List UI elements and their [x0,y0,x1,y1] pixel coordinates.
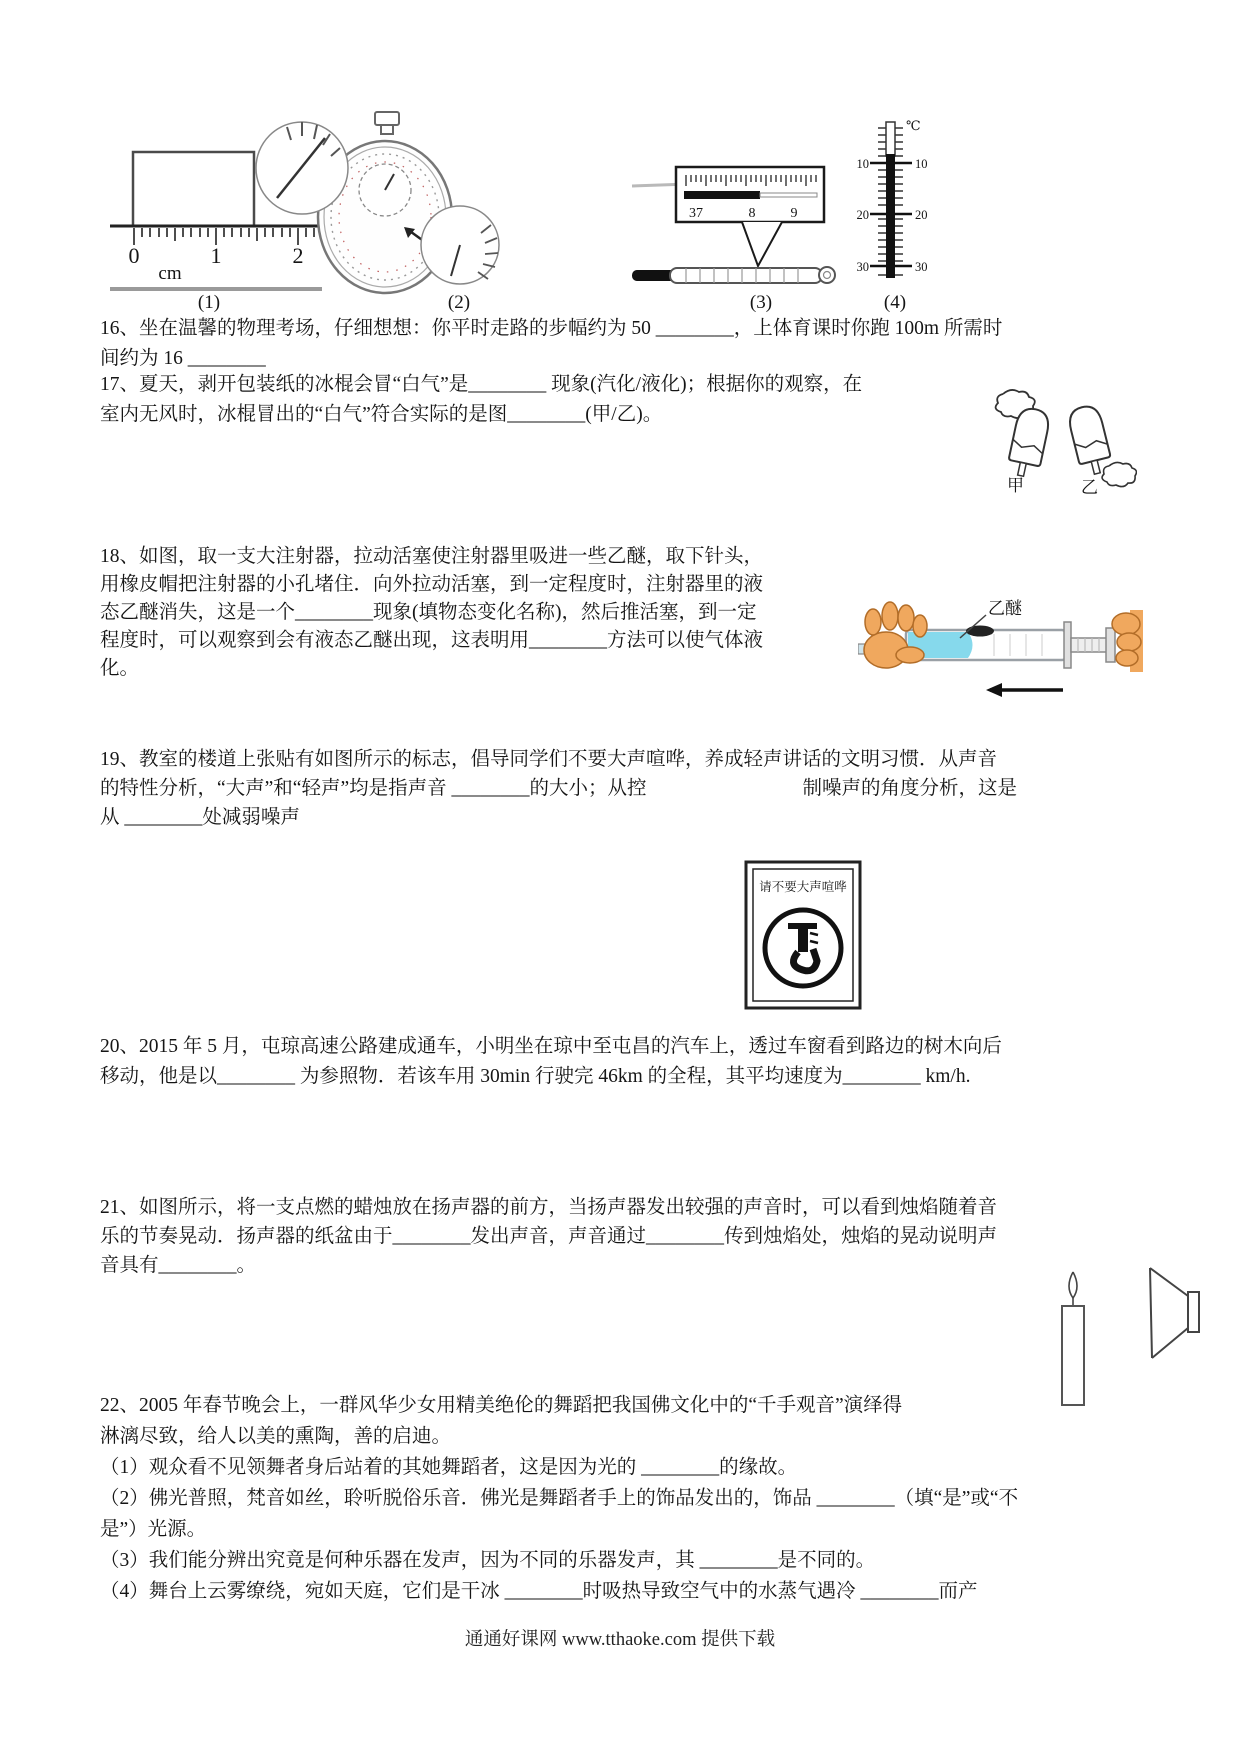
plunger-rod [1071,638,1107,652]
question-line: 22、2005 年春节晚会上，一群风华少女用精美绝伦的舞蹈把我国佛文化中的“千手观音”演绎得 [100,1395,903,1416]
question-16 [100,314,1002,374]
mist-cloud-down-icon [1102,462,1136,486]
celsius-unit-label: ℃ [906,118,921,133]
question-line: （2）佛光普照，梵音如丝，聆听脱俗乐音．佛光是舞蹈者手上的饰品发出的，饰品 ________（填“是”或“不 [100,1488,1019,1509]
question-line: 程度时，可以观察到会有液态乙醚出现，这表明用________方法可以使气体液 [100,630,764,651]
speaker-driver [1188,1292,1199,1332]
question-22 [100,1390,1018,1607]
thermo-right-20: 20 [915,208,928,222]
right-hand-icon [1112,610,1143,672]
inset-label-37: 37 [689,206,703,221]
syringe-ether-figure [858,558,1143,708]
question-17 [100,370,862,430]
question-line: 乐的节奏晃动．扬声器的纸盆由于________发出声音，声音通过________传到烛焰处，烛焰的晃动说明声 [100,1226,998,1247]
speaker-figure [1146,1266,1204,1361]
ruler-tick-1: 1 [210,243,222,268]
question-line: 16、坐在温馨的物理考场，仔细想想：你平时走路的步幅约为 50 ________，上体育课时你跑 100m 所需时 [100,318,1003,339]
question-line: 音具有________。 [100,1255,257,1276]
sign-text: 请不要大声喧哗 [759,880,847,894]
ether-label: 乙醚 [988,599,1022,618]
flame-icon [1069,1272,1077,1298]
question-line: （3）我们能分辨出究竟是何种乐器在发声，因为不同的乐器发声，其 ________是不同的。 [100,1550,876,1571]
stopwatch-figure [255,110,503,302]
thermo-left-20: 20 [856,208,869,222]
question-line: 室内无风时，冰棍冒出的“白气”符合实际的是图________(甲/乙)。 [100,404,663,425]
no-loud-talking-sign-figure [744,860,864,1012]
question-19 [100,745,1017,832]
figure-label-4: (4) [883,292,907,313]
ruler-unit-cm: cm [158,263,182,284]
question-line: 19、教室的楼道上张贴有如图所示的标志，倡导同学们不要大声喧哗，养成轻声讲话的文明习惯．从声音 [100,749,998,770]
question-line: 21、如图所示，将一支点燃的蜡烛放在扬声器的前方，当扬声器发出较强的声音时，可以看到烛焰随着音 [100,1197,998,1218]
question-line: 18、如图，取一支大注射器，拉动活塞使注射器里吸进一些乙醚，取下针头， [100,546,764,567]
thermo-right-10: 10 [915,157,928,171]
question-18 [100,543,763,683]
question-line: 淋漓尽致，给人以美的熏陶，善的启迪。 [100,1426,452,1447]
question-line: 移动，他是以________ 为参照物．若该车用 30min 行驶完 46km 的全程，其平均速度为________ km/h. [100,1066,971,1087]
candle-figure [1050,1268,1096,1410]
thermo-left-30: 30 [856,260,869,274]
question-line: 的特性分析，“大声”和“轻声”均是指声音 ________的大小；从控 制噪声的角度分析，这是 [100,778,1017,799]
question-line: 17、夏天，剥开包装纸的冰棍会冒“白气”是________ 现象(汽化/液化)；根据你的观察，在 [100,374,863,395]
inset-label-38: 8 [748,206,756,221]
measured-block [133,152,254,226]
question-line: 从 ________处减弱噪声 [100,807,300,828]
ice-pops-figure [985,380,1137,494]
barrel-flange [1064,622,1071,668]
ruler-tick-0: 0 [128,243,140,268]
wall-thermometer-figure [856,116,932,284]
question-line: （4）舞台上云雾缭绕，宛如天庭，它们是干冰 ________时吸热导致空气中的水蒸气遇冷 ________而产 [100,1581,978,1602]
question-line: 用橡皮帽把注射器的小孔堵住．向外拉动活塞，到一定程度时，注射器里的液 [100,574,764,595]
stopwatch-crown-icon [375,112,399,134]
question-line: 20、2015 年 5 月，屯琼高速公路建成通车，小明坐在琼中至屯昌的汽车上，透过车窗看到路边的树木向后 [100,1036,1002,1057]
figure-label-3: (3) [749,292,773,313]
clinical-thermometer-figure [630,160,840,295]
question-21 [100,1193,997,1280]
speaker-cone-icon [1150,1268,1188,1358]
figure-label-1: (1) [197,292,221,313]
label-jia: 甲 [1007,476,1024,494]
ruler-tick-2: 2 [292,243,304,268]
question-line: 间约为 16 ________ [100,348,266,369]
inset-label-39: 9 [790,206,798,221]
question-20 [100,1032,1002,1092]
left-arrow-icon [986,683,1063,697]
question-line: 是”）光源。 [100,1519,207,1540]
question-line: 态乙醚消失，这是一个________现象(填物态变化名称)，然后推活塞，到一定 [100,602,757,623]
question-line: 化。 [100,658,140,679]
site-footer: 通通好课网 www.tthaoke.com 提供下载 [464,1630,776,1650]
plunger-handle [1106,628,1115,662]
callout-pointer [742,222,782,266]
candle-body [1062,1306,1084,1405]
label-yi: 乙 [1081,478,1098,494]
thermo-right-30: 30 [915,260,928,274]
figure-label-2: (2) [447,292,471,313]
question-line: （1）观众看不见领舞者身后站着的其她舞蹈者，这是因为光的 ________的缘故。 [100,1457,798,1478]
left-hand-icon [864,602,927,668]
thermo-left-10: 10 [856,157,869,171]
